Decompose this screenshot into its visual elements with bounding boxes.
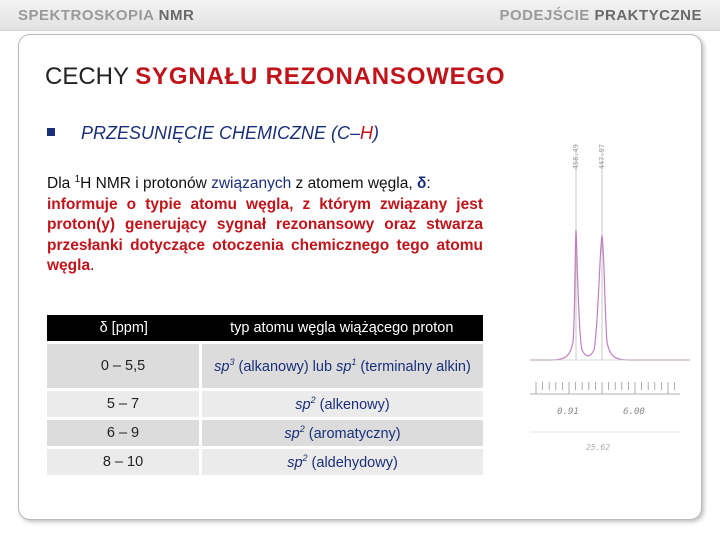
- shift-table: [47, 315, 483, 475]
- col-header-carbon-type: typ atomu węgla wiążącego proton: [201, 315, 484, 343]
- cell-type: [201, 419, 484, 448]
- square-bullet-icon: [47, 128, 55, 136]
- cell-range: 6 – 9: [47, 419, 201, 448]
- cell-desc: (aldehydowy): [307, 454, 398, 471]
- cell-type: [201, 390, 484, 419]
- cell-desc-a: (alkanowy) lub: [234, 358, 337, 375]
- header-left: [18, 7, 194, 24]
- top-bar: [0, 0, 720, 31]
- slide-title: [45, 63, 505, 91]
- cell-sp: sp: [295, 396, 311, 413]
- para-sup1: 1: [74, 174, 81, 185]
- cell-sp: sp: [284, 425, 300, 442]
- ppm-scale-ticks: [536, 382, 675, 394]
- cell-sp: sp: [214, 358, 230, 375]
- title-part2: SYGNAŁU REZONANSOWEGO: [135, 63, 506, 90]
- cell-desc: (alkenowy): [315, 396, 390, 413]
- para-t4: z atomem węgla,: [291, 175, 417, 193]
- table-header-row: [47, 315, 483, 343]
- cell-exp: 2: [310, 395, 316, 406]
- para-t3: związanych: [211, 175, 292, 193]
- header-right-part1: PODEJŚCIE: [499, 7, 595, 24]
- table-row: [47, 343, 483, 390]
- col-header-shift: δ [ppm]: [47, 315, 201, 343]
- bullet-h: H: [360, 123, 374, 143]
- para-t1: Dla: [47, 175, 75, 193]
- para-t5: :: [426, 175, 431, 193]
- description-paragraph: [47, 170, 483, 277]
- cell-exp: 3: [229, 357, 235, 368]
- para-delta: δ: [416, 175, 427, 193]
- title-part1: CECHY: [45, 63, 136, 90]
- integral-value-1: 0.91: [557, 407, 579, 417]
- cell-type: [201, 448, 484, 476]
- cell-sp2: sp: [336, 358, 352, 375]
- bottom-label: 25.62: [585, 443, 611, 452]
- peak-label-2: 447.97: [598, 144, 606, 170]
- cell-exp: 2: [302, 453, 308, 464]
- peak-label-1: 458.49: [572, 144, 580, 170]
- cell-range: 5 – 7: [47, 390, 201, 419]
- cell-desc: (aromatyczny): [304, 425, 401, 442]
- cell-sp: sp: [287, 454, 303, 471]
- bullet-paren-open: (C–: [331, 123, 361, 143]
- bullet-item: [47, 123, 379, 144]
- bullet-paren-close: ): [373, 123, 380, 143]
- cell-range: 8 – 10: [47, 448, 201, 476]
- header-left-part2: NMR: [158, 7, 195, 24]
- cell-range: 0 – 5,5: [47, 343, 201, 390]
- table-row: [47, 419, 483, 448]
- cell-exp2: 1: [351, 357, 357, 368]
- table-row: [47, 390, 483, 419]
- header-right-part2: PRAKTYCZNE: [594, 7, 702, 24]
- integral-value-2: 6.00: [623, 407, 645, 417]
- table-row: [47, 448, 483, 476]
- cell-desc-b: (terminalny alkin): [356, 358, 471, 375]
- cell-exp: 2: [299, 424, 305, 435]
- para-t6: informuje o typie atomu węgla, z którym związany jest proton(y) generujący sygnał rezonansowy oraz stwarza przesłanki dotyczące otoczenia chemicznego tego atomu węgla: [47, 195, 483, 275]
- bullet-text: PRZESUNIĘCIE CHEMICZNE: [81, 123, 332, 143]
- para-t2: H NMR i protonów: [80, 175, 212, 193]
- header-left-part1: SPEKTROSKOPIA: [18, 7, 159, 24]
- nmr-spectrum-image: [530, 132, 690, 452]
- spectrum-trace: [530, 230, 690, 360]
- cell-type: [201, 343, 484, 390]
- para-t7: .: [90, 257, 95, 275]
- header-right: [499, 7, 702, 24]
